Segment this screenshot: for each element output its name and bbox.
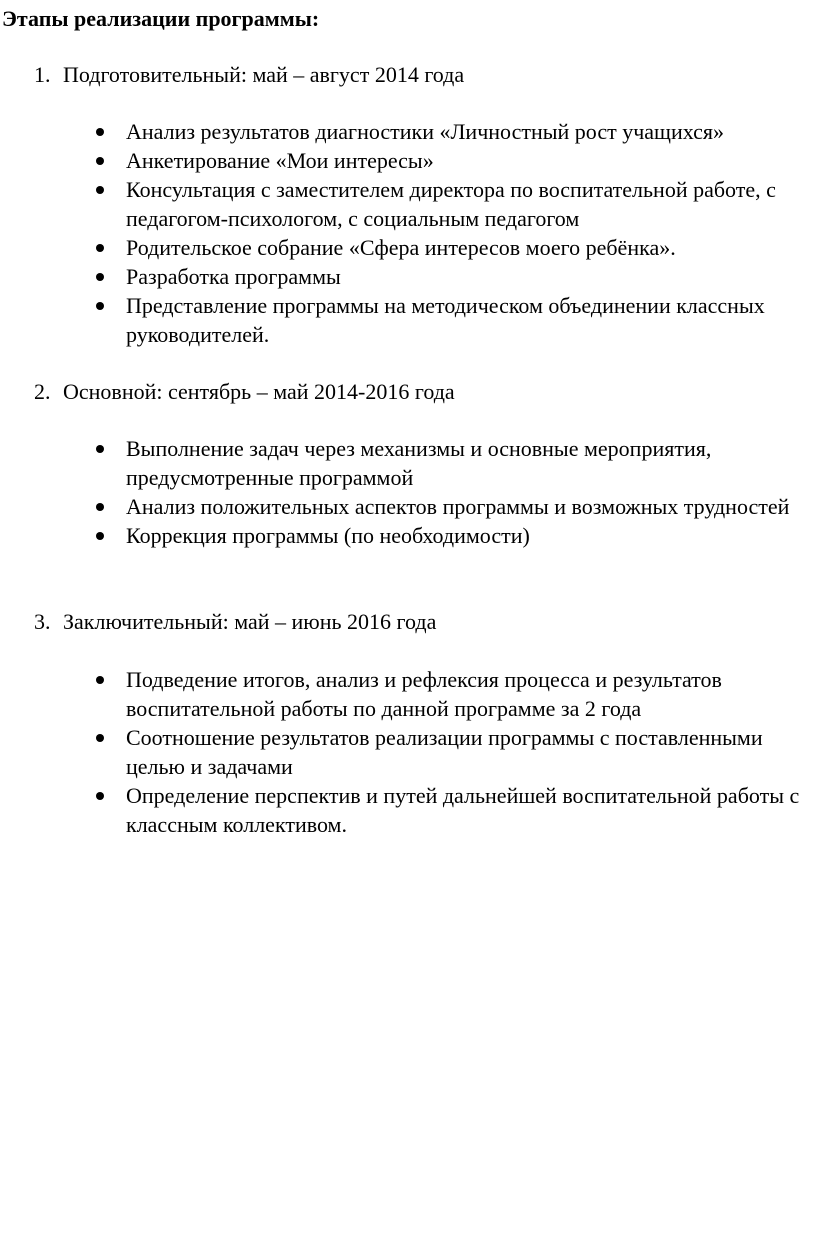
stage-heading: Основной: сентябрь – май 2014-2016 года (63, 379, 455, 404)
stage-number: 3. (34, 609, 51, 634)
list-item (0, 665, 806, 723)
bullet-icon (96, 734, 104, 742)
document-title: Этапы реализации программы: (2, 6, 320, 31)
bullet-icon (96, 128, 104, 136)
list-item (0, 723, 806, 781)
bullet-icon (96, 186, 104, 194)
list-item-text: Определение перспектив и путей дальнейшей воспитательной работы с классным коллективом. (126, 783, 800, 837)
list-item (0, 175, 806, 233)
bullet-icon (96, 244, 104, 252)
bullet-icon (96, 273, 104, 281)
bullet-icon (96, 792, 104, 800)
list-item (0, 117, 806, 146)
list-item (0, 434, 806, 492)
list-item-text: Подведение итогов, анализ и рефлексия процесса и результатов воспитательной работы по данной программе за 2 года (126, 667, 722, 721)
bullet-icon (96, 157, 104, 165)
bullet-icon (96, 302, 104, 310)
list-item-text: Разработка программы (126, 264, 341, 289)
list-item-text: Выполнение задач через механизмы и основные мероприятия, предусмотренные программой (126, 436, 712, 490)
list-item-text: Консультация с заместителем директора по воспитательной работе, с педагогом-психологом, с социальным педагогом (126, 177, 776, 231)
list-item-text: Анализ результатов диагностики «Личностный рост учащихся» (126, 119, 725, 144)
list-item-text: Анкетирование «Мои интересы» (126, 148, 434, 173)
bullet-icon (96, 445, 104, 453)
list-item (0, 262, 806, 291)
list-item-text: Коррекция программы (по необходимости) (126, 523, 530, 548)
bullet-icon (96, 532, 104, 540)
stage-3-items (0, 665, 816, 839)
list-item (0, 291, 806, 349)
stage-number: 2. (34, 379, 51, 404)
list-item (0, 146, 806, 175)
stage-1-items (0, 117, 816, 349)
bullet-icon (96, 676, 104, 684)
list-item (0, 781, 806, 839)
stage-heading: Заключительный: май – июнь 2016 года (63, 609, 437, 634)
list-item-text: Анализ положительных аспектов программы и возможных трудностей (126, 494, 790, 519)
stage-number: 1. (34, 62, 51, 87)
list-item (0, 492, 806, 521)
list-item-text: Представление программы на методическом объединении классных руководителей. (126, 293, 765, 347)
stage-heading: Подготовительный: май – август 2014 года (63, 62, 465, 87)
list-item (0, 521, 806, 550)
bullet-icon (96, 503, 104, 511)
list-item-text: Родительское собрание «Сфера интересов моего ребёнка». (126, 235, 676, 260)
list-item-text: Соотношение результатов реализации программы с поставленными целью и задачами (126, 725, 763, 779)
list-item (0, 233, 806, 262)
stage-2-items (0, 434, 816, 550)
